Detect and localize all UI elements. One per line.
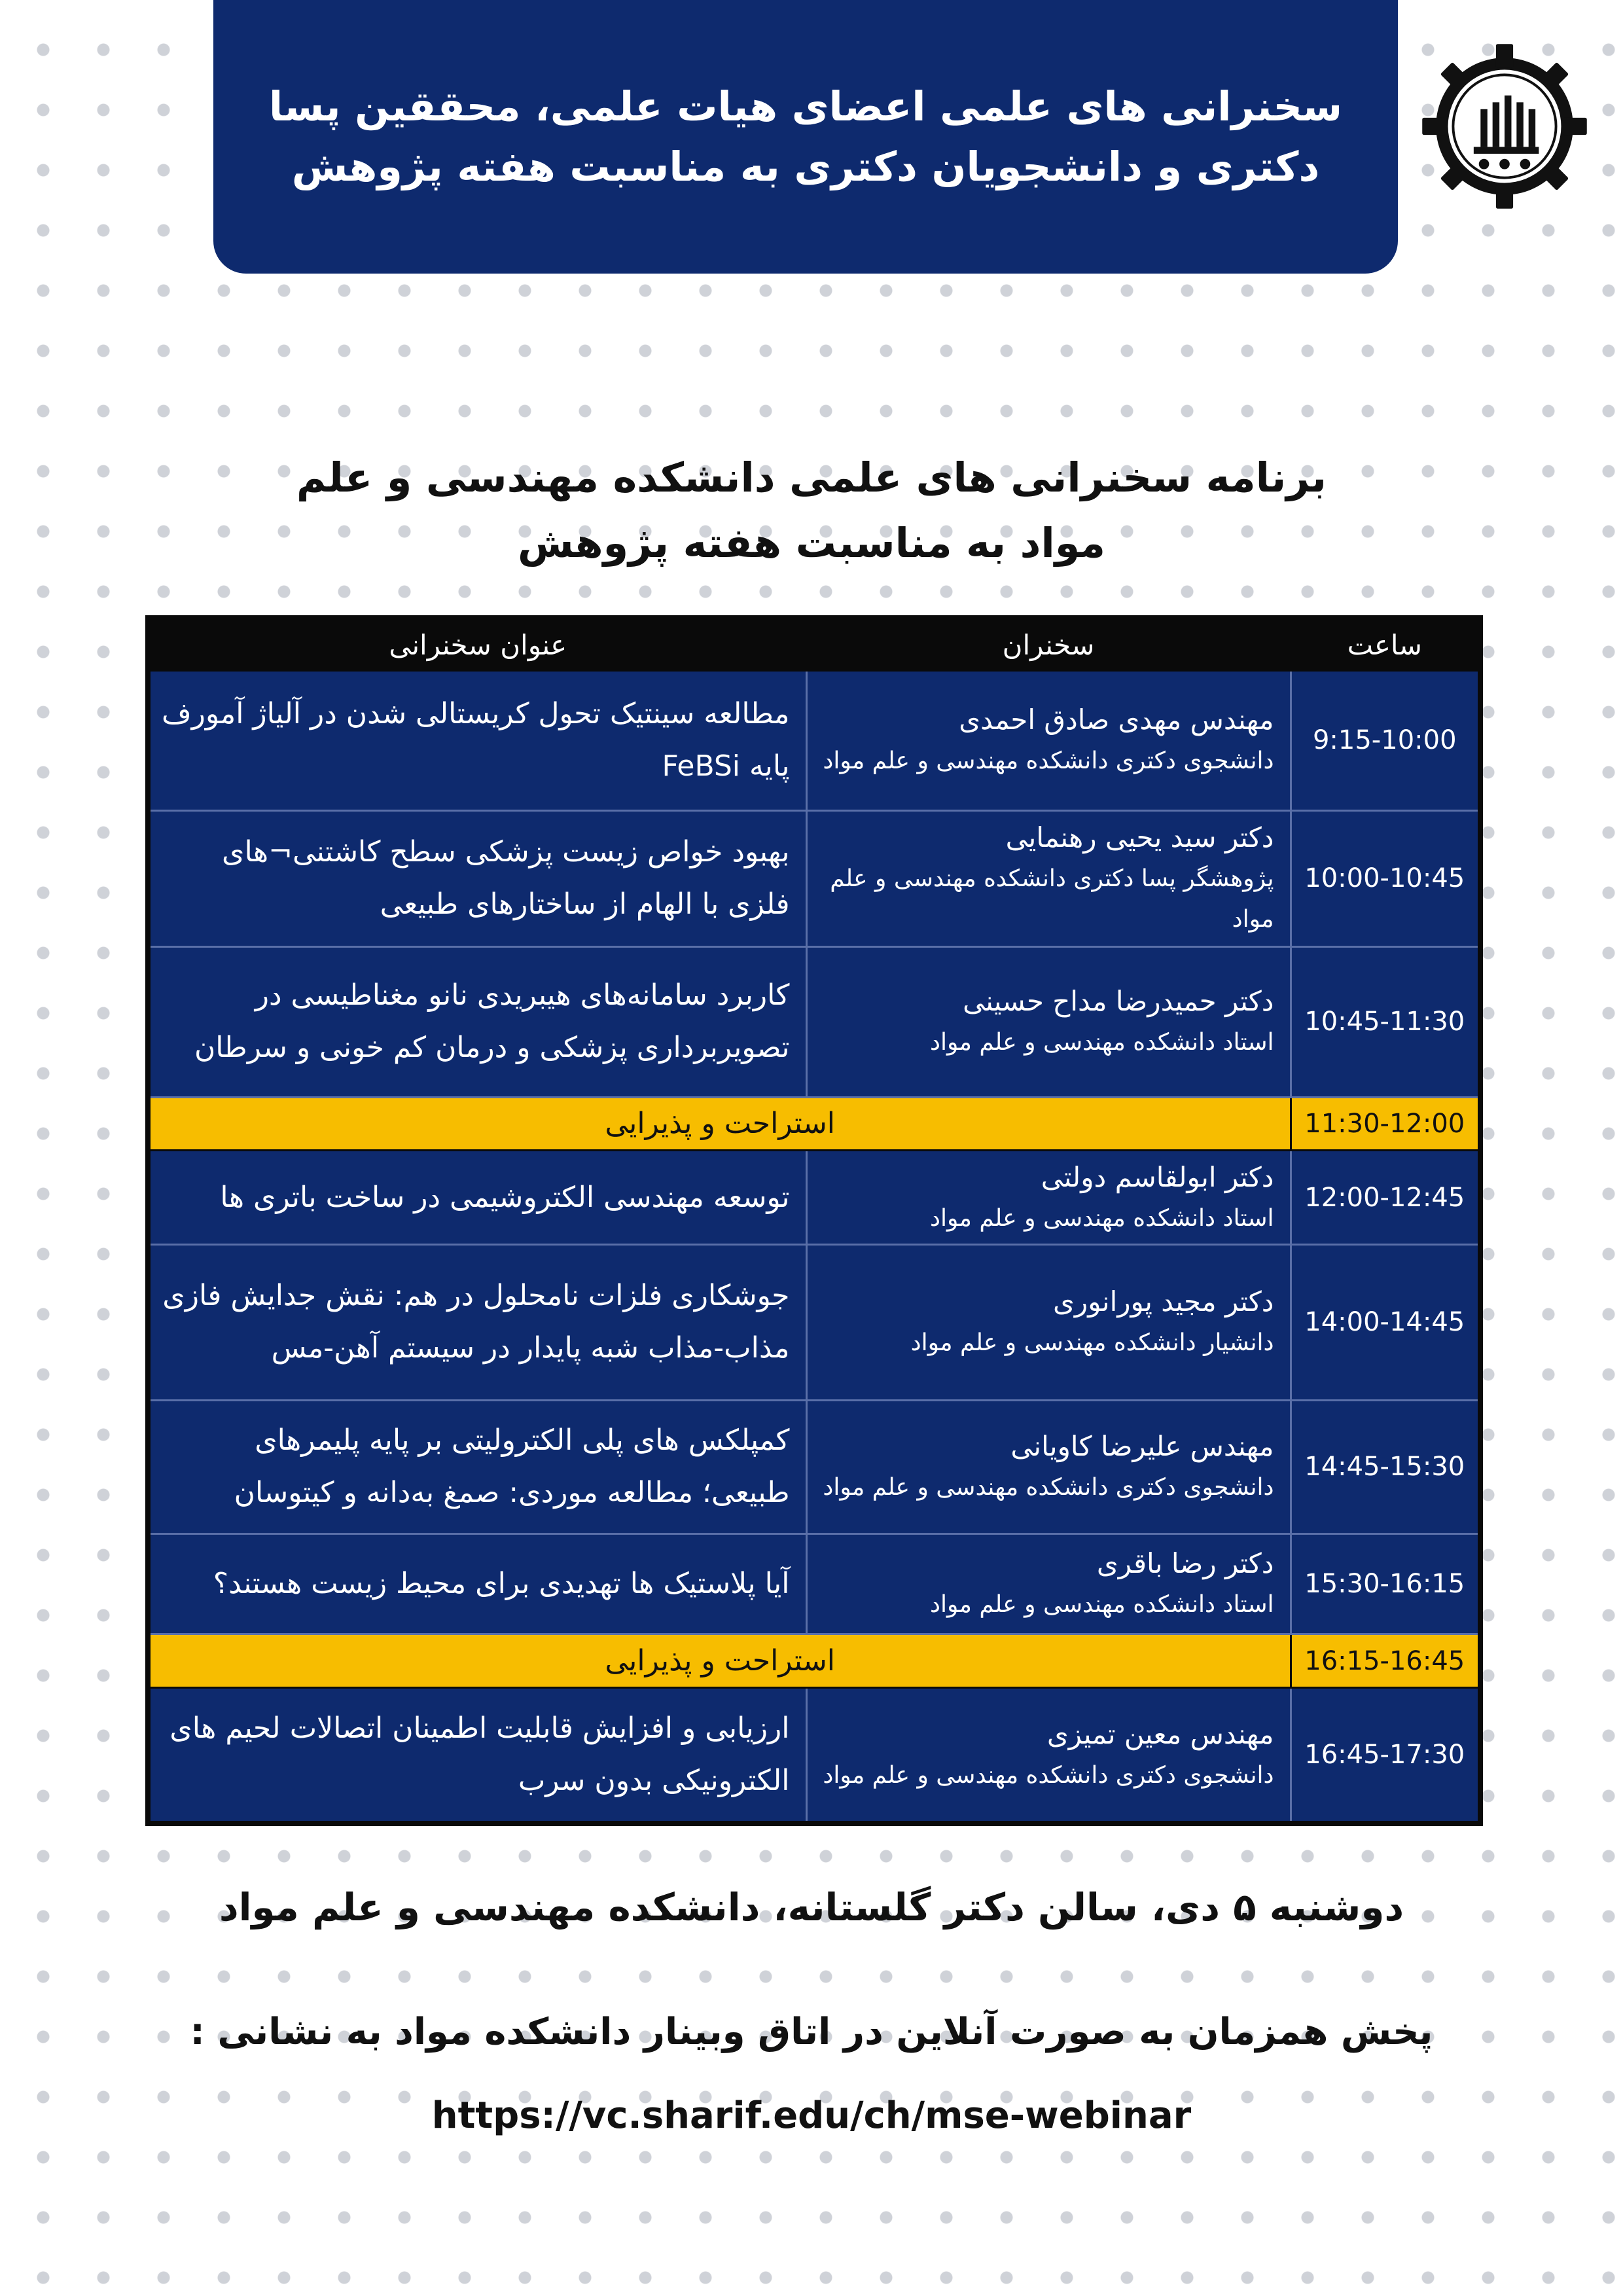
break-time: 16:15-16:45: [1291, 1634, 1480, 1688]
row-speaker: [806, 1400, 1291, 1534]
table-row: [148, 811, 1480, 946]
row-time: 9:15-10:00: [1291, 670, 1480, 811]
table-row: [148, 946, 1480, 1097]
break-label: استراحت و پذیرایی: [148, 1097, 1291, 1151]
header-title-line1: سخنرانی های علمی اعضای هیات علمی، محققین پسا: [268, 82, 1343, 130]
university-gear-logo-icon: [1419, 41, 1590, 212]
row-time: 16:45-17:30: [1291, 1687, 1480, 1823]
table-row: [148, 1534, 1480, 1634]
row-topic: کاربرد سامانه‌های هیبریدی نانو مغناطیسی در تصویربرداری پزشکی و درمان کم خونی و سرطان: [148, 946, 806, 1097]
table-row: [148, 1151, 1480, 1245]
header-banner: [213, 0, 1398, 274]
speaker-role: استاد دانشکده مهندسی و علم مواد: [929, 1591, 1274, 1619]
speaker-name: دکتر سید یحیی رهنمایی: [1005, 821, 1274, 854]
row-time: 14:00-14:45: [1291, 1245, 1480, 1400]
table-row: [148, 1687, 1480, 1823]
table-row: [148, 1245, 1480, 1400]
row-topic: جوشکاری فلزات نامحلول در هم: نقش جدایش فازی مذاب-مذاب شبه پایدار در سیستم آهن-مس: [148, 1245, 806, 1400]
break-time: 11:30-12:00: [1291, 1097, 1480, 1151]
row-speaker: [806, 946, 1291, 1097]
row-topic: ارزیابی و افزایش قابلیت اطمینان اتصالات لحیم های الکترونیکی بدون سرب: [148, 1687, 806, 1823]
break-row: [148, 1634, 1480, 1688]
row-speaker: [806, 1534, 1291, 1634]
speaker-role: دانشجوی دکتری دانشکده مهندسی و علم مواد: [823, 1761, 1274, 1789]
speaker-name: مهندس معین تمیزی: [1046, 1717, 1274, 1750]
webinar-link[interactable]: https://vc.sharif.edu/ch/mse-webinar: [431, 2094, 1192, 2137]
row-time: 12:00-12:45: [1291, 1151, 1480, 1245]
speaker-role: دانشیار دانشکده مهندسی و علم مواد: [910, 1329, 1274, 1357]
row-time: 10:45-11:30: [1291, 946, 1480, 1097]
break-label: استراحت و پذیرایی: [148, 1634, 1291, 1688]
row-speaker: [806, 1687, 1291, 1823]
table-header-row: [148, 618, 1480, 670]
row-speaker: [806, 1245, 1291, 1400]
program-title-line2: مواد به مناسبت هفته پژوهش: [518, 519, 1105, 567]
row-speaker: [806, 811, 1291, 946]
row-topic: توسعه مهندسی الکتروشیمی در ساخت باتری ها: [148, 1151, 806, 1245]
header-topic: عنوان سخنرانی: [148, 618, 806, 670]
speaker-name: دکتر حمیدرضا مداح حسینی: [963, 985, 1274, 1018]
online-stream-text: پخش همزمان به صورت آنلاین در اتاق وبینار دانشکده مواد به نشانی :: [190, 2011, 1433, 2053]
row-speaker: [806, 670, 1291, 811]
header-title-line2: دکتری و دانشجویان دکتری به مناسبت هفته پژوهش: [291, 143, 1320, 190]
program-title-line1: برنامه سخنرانی های علمی دانشکده مهندسی و علم: [296, 454, 1327, 501]
row-topic: کمپلکس های پلی الکترولیتی بر پایه پلیمرهای طبیعی؛ مطالعه موردی: صمغ به‌دانه و کیتوسان: [148, 1400, 806, 1534]
speaker-role: استاد دانشکده مهندسی و علم مواد: [929, 1204, 1274, 1232]
speaker-name: دکتر رضا باقری: [1096, 1547, 1274, 1580]
event-date-location: دوشنبه ۵ دی، سالن دکتر گلستانه، دانشکده مهندسی و علم مواد: [219, 1885, 1404, 1929]
row-topic: مطالعه سینتیک تحول کریستالی شدن در آلیاژ آمورف پایه FeBSi: [148, 670, 806, 811]
speaker-name: مهندس مهدی صادق احمدی: [959, 704, 1274, 736]
schedule-table: [145, 615, 1483, 1826]
table-row: [148, 1400, 1480, 1534]
row-speaker: [806, 1151, 1291, 1245]
speaker-name: دکتر ابولقاسم دولتی: [1041, 1160, 1274, 1193]
break-row: [148, 1097, 1480, 1151]
row-time: 10:00-10:45: [1291, 811, 1480, 946]
speaker-name: دکتر مجید پورانوری: [1053, 1285, 1274, 1318]
header-time: ساعت: [1291, 618, 1480, 670]
header-speaker: سخنران: [806, 618, 1291, 670]
program-title: [196, 445, 1427, 576]
row-topic: بهبود خواص زیست پزشکی سطح کاشتنی¬های فلزی با الهام از ساختارهای طبیعی: [148, 811, 806, 946]
row-time: 15:30-16:15: [1291, 1534, 1480, 1634]
speaker-role: پژوهشگر پسا دکتری دانشکده مهندسی و علم مواد: [830, 865, 1274, 933]
row-time: 14:45-15:30: [1291, 1400, 1480, 1534]
speaker-role: دانشجوی دکتری دانشکده مهندسی و علم مواد: [823, 747, 1274, 775]
table-row: [148, 670, 1480, 811]
speaker-name: مهندس علیرضا کاویانی: [1010, 1430, 1274, 1463]
speaker-role: دانشجوی دکتری دانشکده مهندسی و علم مواد: [823, 1474, 1274, 1501]
row-topic: آیا پلاستیک ها تهدیدی برای محیط زیست هستند؟: [148, 1534, 806, 1634]
speaker-role: استاد دانشکده مهندسی و علم مواد: [929, 1029, 1274, 1056]
